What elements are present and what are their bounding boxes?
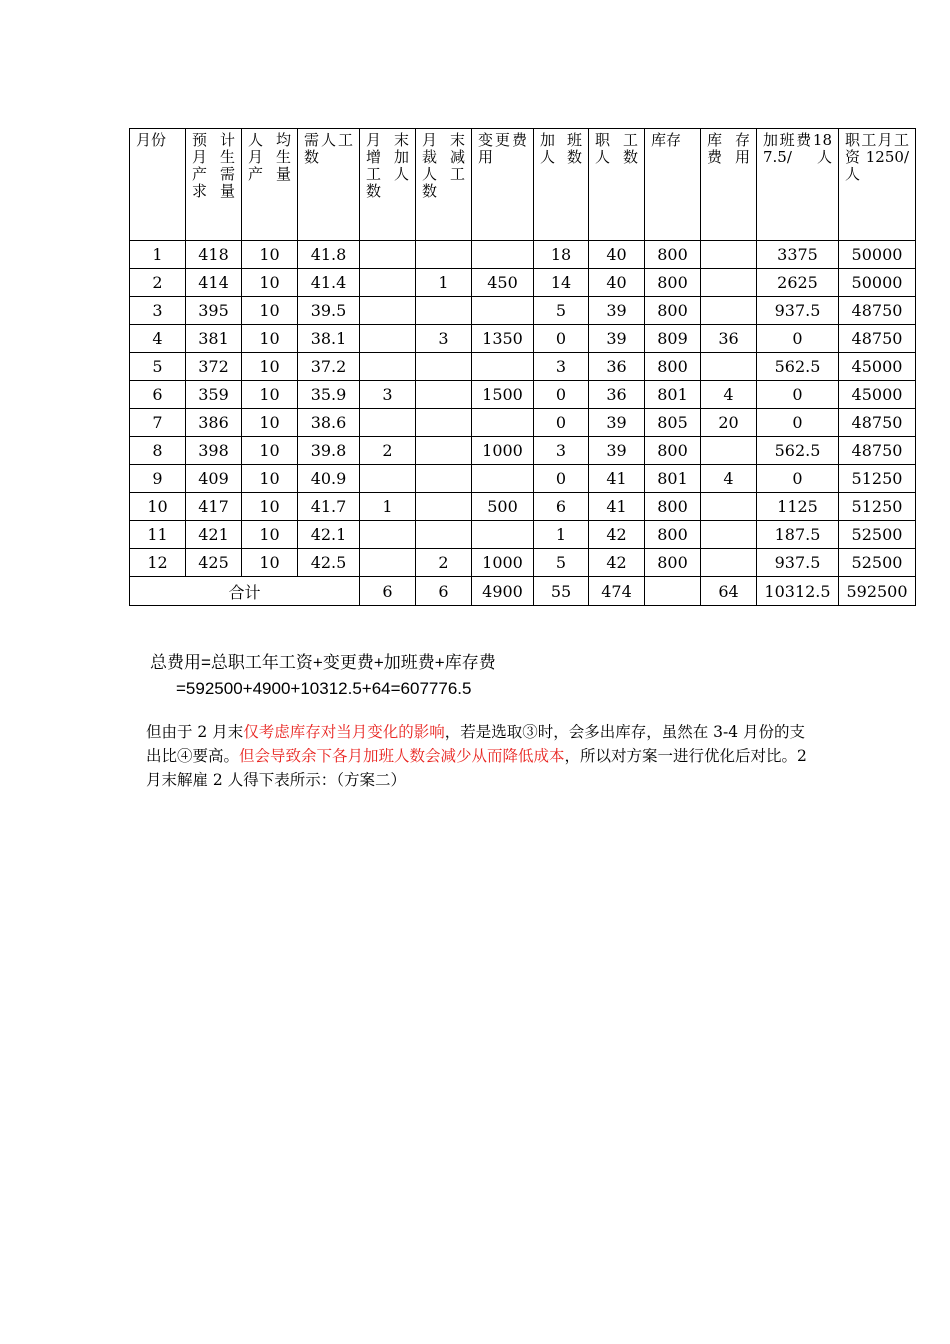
table-cell: 39	[589, 437, 645, 465]
table-cell: 48750	[839, 409, 916, 437]
table-cell: 11	[130, 521, 186, 549]
table-cell: 41	[589, 465, 645, 493]
table-cell: 801	[645, 465, 701, 493]
table-cell	[360, 297, 416, 325]
column-header: 需人工数	[298, 129, 360, 241]
table-cell: 36	[589, 381, 645, 409]
table-cell: 0	[534, 381, 589, 409]
table-cell: 1	[416, 269, 472, 297]
table-footer	[130, 577, 916, 606]
table-cell: 801	[645, 381, 701, 409]
table-cell: 800	[645, 297, 701, 325]
total-cell: 6	[416, 577, 472, 606]
column-header: 人均月生产量	[242, 129, 298, 241]
table-cell: 800	[645, 241, 701, 269]
production-plan-table	[129, 128, 916, 606]
table-cell: 50000	[839, 269, 916, 297]
table-cell: 39.5	[298, 297, 360, 325]
note-text: ，所以对方案一进行优化后对比。2 月末解雇 2 人得下表所示：（方案二）	[146, 747, 807, 789]
table-cell: 800	[645, 269, 701, 297]
table-cell: 42	[589, 521, 645, 549]
table-cell: 0	[534, 465, 589, 493]
table-cell	[701, 521, 757, 549]
note-highlight: 仅考虑库存对当月变化的影响	[243, 723, 445, 741]
table-cell: 42.5	[298, 549, 360, 577]
table-cell: 425	[186, 549, 242, 577]
table-cell: 0	[757, 465, 839, 493]
table-cell: 0	[534, 409, 589, 437]
column-header: 加班费187.5/人	[757, 129, 839, 241]
table-cell	[701, 269, 757, 297]
table-cell: 41	[589, 493, 645, 521]
total-label: 合计	[130, 577, 360, 606]
table-cell: 39	[589, 409, 645, 437]
table-cell: 10	[242, 521, 298, 549]
table-cell: 805	[645, 409, 701, 437]
table-cell	[360, 409, 416, 437]
table-cell: 3	[130, 297, 186, 325]
table-cell: 2	[416, 549, 472, 577]
total-cell: 64	[701, 577, 757, 606]
table-cell: 0	[757, 325, 839, 353]
table-cell: 40	[589, 269, 645, 297]
table-cell: 1350	[472, 325, 534, 353]
table-cell	[472, 297, 534, 325]
formula-line-2: =592500+4900+10312.5+64=607776.5	[176, 679, 472, 698]
table-cell: 5	[130, 353, 186, 381]
column-header: 加班人数	[534, 129, 589, 241]
table-cell: 40.9	[298, 465, 360, 493]
table-cell: 414	[186, 269, 242, 297]
table-cell: 14	[534, 269, 589, 297]
table-cell	[472, 521, 534, 549]
table-cell: 0	[757, 409, 839, 437]
table-cell: 45000	[839, 353, 916, 381]
table-cell: 1500	[472, 381, 534, 409]
table-row	[130, 549, 916, 577]
table-cell: 39.8	[298, 437, 360, 465]
table-body	[130, 241, 916, 577]
table-cell: 800	[645, 437, 701, 465]
table-cell: 1000	[472, 437, 534, 465]
table-cell: 10	[242, 493, 298, 521]
table-cell: 800	[645, 549, 701, 577]
table-cell	[701, 437, 757, 465]
table-row	[130, 437, 916, 465]
table-cell: 39	[589, 297, 645, 325]
total-cell: 474	[589, 577, 645, 606]
total-row	[130, 577, 916, 606]
table-cell	[360, 353, 416, 381]
table-row	[130, 325, 916, 353]
table-cell: 41.7	[298, 493, 360, 521]
table-cell: 2	[360, 437, 416, 465]
table-cell: 562.5	[757, 437, 839, 465]
table-cell: 6	[534, 493, 589, 521]
column-header: 变更费用	[472, 129, 534, 241]
table-cell: 4	[701, 381, 757, 409]
table-cell: 372	[186, 353, 242, 381]
table-row	[130, 269, 916, 297]
total-cell: 6	[360, 577, 416, 606]
table-cell: 381	[186, 325, 242, 353]
table-row	[130, 381, 916, 409]
note-text: ，若是选取③时，会多出库存，虽然在 3-4 月份的支出比④要高。	[146, 723, 806, 765]
table-cell: 10	[242, 549, 298, 577]
table-cell	[416, 465, 472, 493]
table-cell: 48750	[839, 437, 916, 465]
table-row	[130, 465, 916, 493]
note-highlight: 但会导致余下各月加班人数会减少从而降低成本	[239, 747, 565, 765]
table-cell: 386	[186, 409, 242, 437]
table-cell: 10	[242, 325, 298, 353]
column-header: 预计月生产需求量	[186, 129, 242, 241]
table-cell	[360, 241, 416, 269]
table-cell	[472, 409, 534, 437]
table-cell: 8	[130, 437, 186, 465]
table-cell: 7	[130, 409, 186, 437]
total-cell: 592500	[839, 577, 916, 606]
table-cell: 1000	[472, 549, 534, 577]
table-cell: 9	[130, 465, 186, 493]
table-cell: 562.5	[757, 353, 839, 381]
total-cost-formula	[150, 650, 496, 702]
total-cell: 10312.5	[757, 577, 839, 606]
total-cell: 55	[534, 577, 589, 606]
table-cell: 1	[130, 241, 186, 269]
table-cell	[416, 353, 472, 381]
table-row	[130, 241, 916, 269]
table-cell	[416, 437, 472, 465]
table-cell: 38.6	[298, 409, 360, 437]
explanation-paragraph	[146, 720, 816, 792]
table-cell: 395	[186, 297, 242, 325]
table-cell: 4	[130, 325, 186, 353]
table-cell: 2625	[757, 269, 839, 297]
table-cell: 800	[645, 493, 701, 521]
table-cell: 50000	[839, 241, 916, 269]
table-cell: 51250	[839, 465, 916, 493]
total-cell	[645, 577, 701, 606]
table-cell: 35.9	[298, 381, 360, 409]
table-cell: 4	[701, 465, 757, 493]
table-cell: 800	[645, 353, 701, 381]
table-cell	[701, 353, 757, 381]
table-cell: 3	[534, 353, 589, 381]
table-cell	[416, 409, 472, 437]
table-cell: 10	[242, 241, 298, 269]
table-cell: 10	[130, 493, 186, 521]
table-row	[130, 353, 916, 381]
note-text: 但由于 2 月末	[146, 723, 244, 741]
table-cell: 800	[645, 521, 701, 549]
table-cell: 5	[534, 297, 589, 325]
table-cell: 3	[360, 381, 416, 409]
table-cell: 45000	[839, 381, 916, 409]
table-cell: 809	[645, 325, 701, 353]
table-header	[130, 129, 916, 241]
table-cell: 38.1	[298, 325, 360, 353]
table-cell: 500	[472, 493, 534, 521]
column-header: 库存	[645, 129, 701, 241]
table-cell: 1	[360, 493, 416, 521]
table-cell: 10	[242, 381, 298, 409]
table-cell: 48750	[839, 297, 916, 325]
table-cell: 37.2	[298, 353, 360, 381]
table-cell	[416, 381, 472, 409]
table-cell: 48750	[839, 325, 916, 353]
table-cell: 937.5	[757, 297, 839, 325]
table-cell	[472, 353, 534, 381]
table-cell: 6	[130, 381, 186, 409]
table-cell	[360, 521, 416, 549]
table-cell: 398	[186, 437, 242, 465]
table-cell	[360, 269, 416, 297]
column-header: 月末裁减人工数	[416, 129, 472, 241]
table-cell	[701, 493, 757, 521]
table-cell: 2	[130, 269, 186, 297]
table-cell: 417	[186, 493, 242, 521]
table-cell: 10	[242, 437, 298, 465]
table-cell	[360, 465, 416, 493]
table-cell: 42	[589, 549, 645, 577]
table-cell	[360, 325, 416, 353]
table-cell	[701, 297, 757, 325]
table-cell: 52500	[839, 521, 916, 549]
table-cell: 10	[242, 353, 298, 381]
table-cell: 10	[242, 465, 298, 493]
table-cell: 41.8	[298, 241, 360, 269]
table-cell: 3375	[757, 241, 839, 269]
table-cell: 450	[472, 269, 534, 297]
table-cell: 0	[534, 325, 589, 353]
table-cell: 5	[534, 549, 589, 577]
table-cell	[416, 493, 472, 521]
column-header: 月末增加工人数	[360, 129, 416, 241]
table-cell	[416, 241, 472, 269]
table-row	[130, 493, 916, 521]
table-cell	[472, 241, 534, 269]
table-cell: 187.5	[757, 521, 839, 549]
table-cell: 41.4	[298, 269, 360, 297]
table-cell	[360, 549, 416, 577]
table-cell: 0	[757, 381, 839, 409]
table-cell: 3	[416, 325, 472, 353]
table-cell: 12	[130, 549, 186, 577]
table-cell	[472, 465, 534, 493]
table-cell	[416, 521, 472, 549]
table-cell: 409	[186, 465, 242, 493]
table-cell: 52500	[839, 549, 916, 577]
table-cell: 40	[589, 241, 645, 269]
column-header: 库存费用	[701, 129, 757, 241]
table-cell	[701, 241, 757, 269]
table-cell: 10	[242, 297, 298, 325]
table-cell: 418	[186, 241, 242, 269]
table-cell: 10	[242, 269, 298, 297]
table-cell: 39	[589, 325, 645, 353]
table-row	[130, 409, 916, 437]
table-cell: 51250	[839, 493, 916, 521]
header-row	[130, 129, 916, 241]
column-header: 职工月工资1250/人	[839, 129, 916, 241]
table-cell	[701, 549, 757, 577]
table-cell: 42.1	[298, 521, 360, 549]
table-row	[130, 297, 916, 325]
table-row	[130, 521, 916, 549]
total-cell: 4900	[472, 577, 534, 606]
table-cell: 18	[534, 241, 589, 269]
table-cell: 3	[534, 437, 589, 465]
table-cell: 1125	[757, 493, 839, 521]
table-cell	[416, 297, 472, 325]
table-cell: 1	[534, 521, 589, 549]
table-cell: 20	[701, 409, 757, 437]
table-cell: 10	[242, 409, 298, 437]
table-cell: 36	[701, 325, 757, 353]
formula-line-1: 总费用=总职工年工资+变更费+加班费+库存费	[150, 653, 496, 672]
column-header: 月份	[130, 129, 186, 241]
table-cell: 36	[589, 353, 645, 381]
column-header: 职工人数	[589, 129, 645, 241]
table-cell: 937.5	[757, 549, 839, 577]
table-cell: 421	[186, 521, 242, 549]
table-cell: 359	[186, 381, 242, 409]
